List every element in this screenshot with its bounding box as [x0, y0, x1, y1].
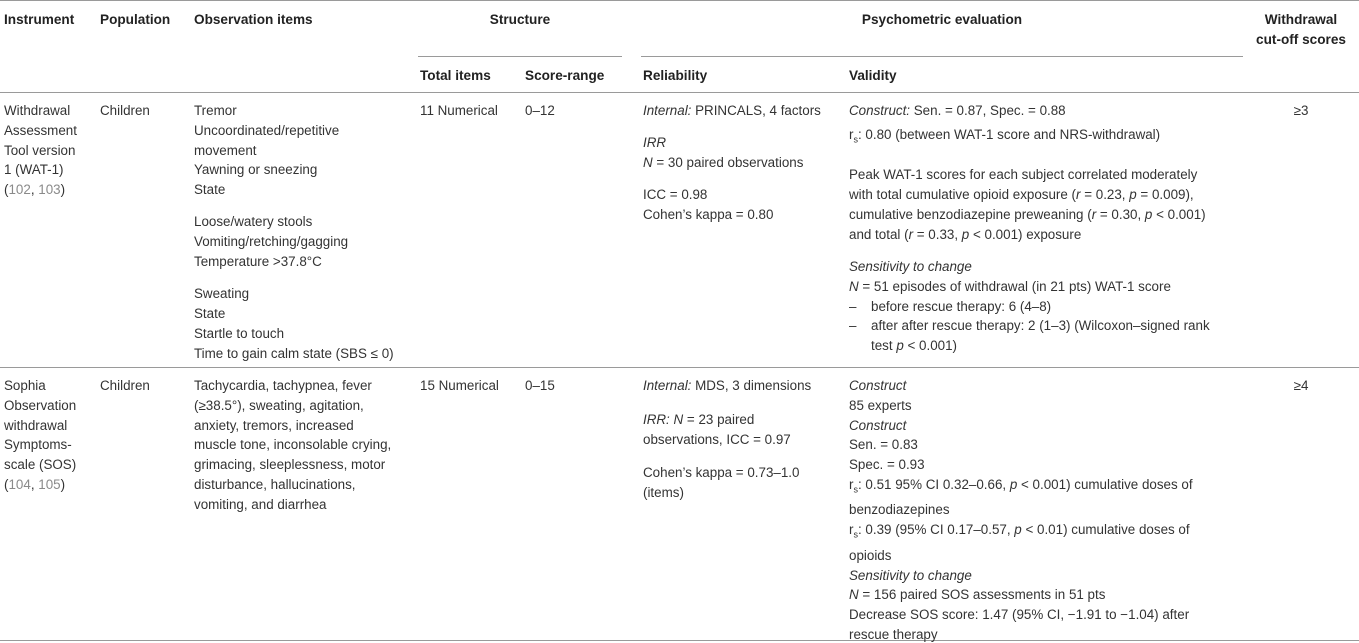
row1-cutoff: ≥3	[1293, 103, 1309, 118]
header-observation-items: Observation items	[194, 12, 313, 27]
row1-observation-items: Tremor Uncoordinated/repetitive movement Yawning or sneezing State Loose/watery stools Vomiting/retching/gagging Temperature >37.8°C Sweating State Startle to touch Time to gain calm state (SBS ≤ 0)	[194, 103, 394, 361]
row2-validity: Construct 85 experts Construct Sen. = 0.83 Spec. = 0.93 $r_s$: 0.51 95% CI 0.32–0.66, p < 0.001) cumulative doses of benzodiazepines $r_s$: 0.39 (95% CI 0.17–0.57, p < 0.01) cumulative doses of opioids Sensitivity to change N = 156 paired SOS assessments in 51 pts Decrease SOS score: 1.47 (95% CI, −1.91 to −1.04) after rescue therapy	[849, 378, 1193, 642]
psychometric-underline	[641, 56, 1243, 57]
row1-score-range: 0–12	[525, 103, 555, 118]
reference-link[interactable]: 103	[38, 182, 61, 198]
header-instrument: Instrument	[4, 12, 75, 27]
row2-observation-items: Tachycardia, tachypnea, fever (≥38.5°), sweating, agitation, anxiety, tremors, increased muscle tone, inconsolable crying, grimacing, sleeplessness, motor disturbance, hallucinations, vomiting, and diarrhea	[194, 378, 392, 512]
row1-total-items: 11 Numerical	[420, 103, 498, 118]
header-score-range: Score-range	[525, 68, 605, 83]
header-validity: Validity	[849, 68, 897, 83]
header-psychometric-evaluation: Psychometric evaluation	[861, 12, 1023, 27]
row2-population: Children	[100, 378, 150, 393]
row1-validity: Construct: Sen. = 0.87, Spec. = 0.88 $r_s$: 0.80 (between WAT-1 score and NRS-withdrawal) Peak WAT-1 scores for each subject correlated moderately with total cumulative opioid exposure (r = 0.23, p = 0.009), cumulative benzodiazepine preweaning (r = 0.30, p < 0.001) and total (r = 0.33, p < 0.001) exposure Sensitivity to change N = 51 episodes of withdrawal (in 21 pts) WAT-1 score – before rescue therapy: 6 (4–8) – after after rescue therapy: 2 (1–3) (Wilcoxon–signed rank test p < 0.001)	[849, 103, 1210, 354]
header-reliability: Reliability	[643, 68, 708, 83]
reference-link[interactable]: 102	[8, 182, 31, 198]
header-withdrawal-cutoff: Withdrawal cut-off scores	[1256, 12, 1346, 47]
reference-link[interactable]: 105	[38, 476, 61, 492]
row1-population: Children	[100, 103, 150, 118]
row2-score-range: 0–15	[525, 378, 555, 393]
structure-underline	[418, 56, 622, 57]
reference-link[interactable]: 104	[8, 476, 31, 492]
row2-reliability: Internal: MDS, 3 dimensions IRR: N = 23 paired observations, ICC = 0.97 Cohen’s kappa = 0.73–1.0 (items)	[643, 378, 812, 501]
header-total-items: Total items	[420, 68, 491, 83]
row2-total-items: 15 Numerical	[420, 378, 499, 393]
row1-reliability: Internal: PRINCALS, 4 factors IRR N = 30 paired observations ICC = 0.98 Cohen’s kappa = 0.80	[643, 103, 821, 223]
row-divider	[0, 367, 1359, 368]
header-population: Population	[100, 12, 171, 27]
table-top-rule	[0, 0, 1359, 1]
row2-instrument: Sophia Observation withdrawal Symptoms- scale (SOS) (104, 105)	[4, 378, 77, 492]
header-bottom-rule	[0, 92, 1359, 93]
row1-instrument: Withdrawal Assessment Tool version 1 (WAT-1) (102, 103)	[4, 103, 77, 198]
header-structure: Structure	[489, 12, 551, 27]
row2-cutoff: ≥4	[1293, 378, 1309, 393]
